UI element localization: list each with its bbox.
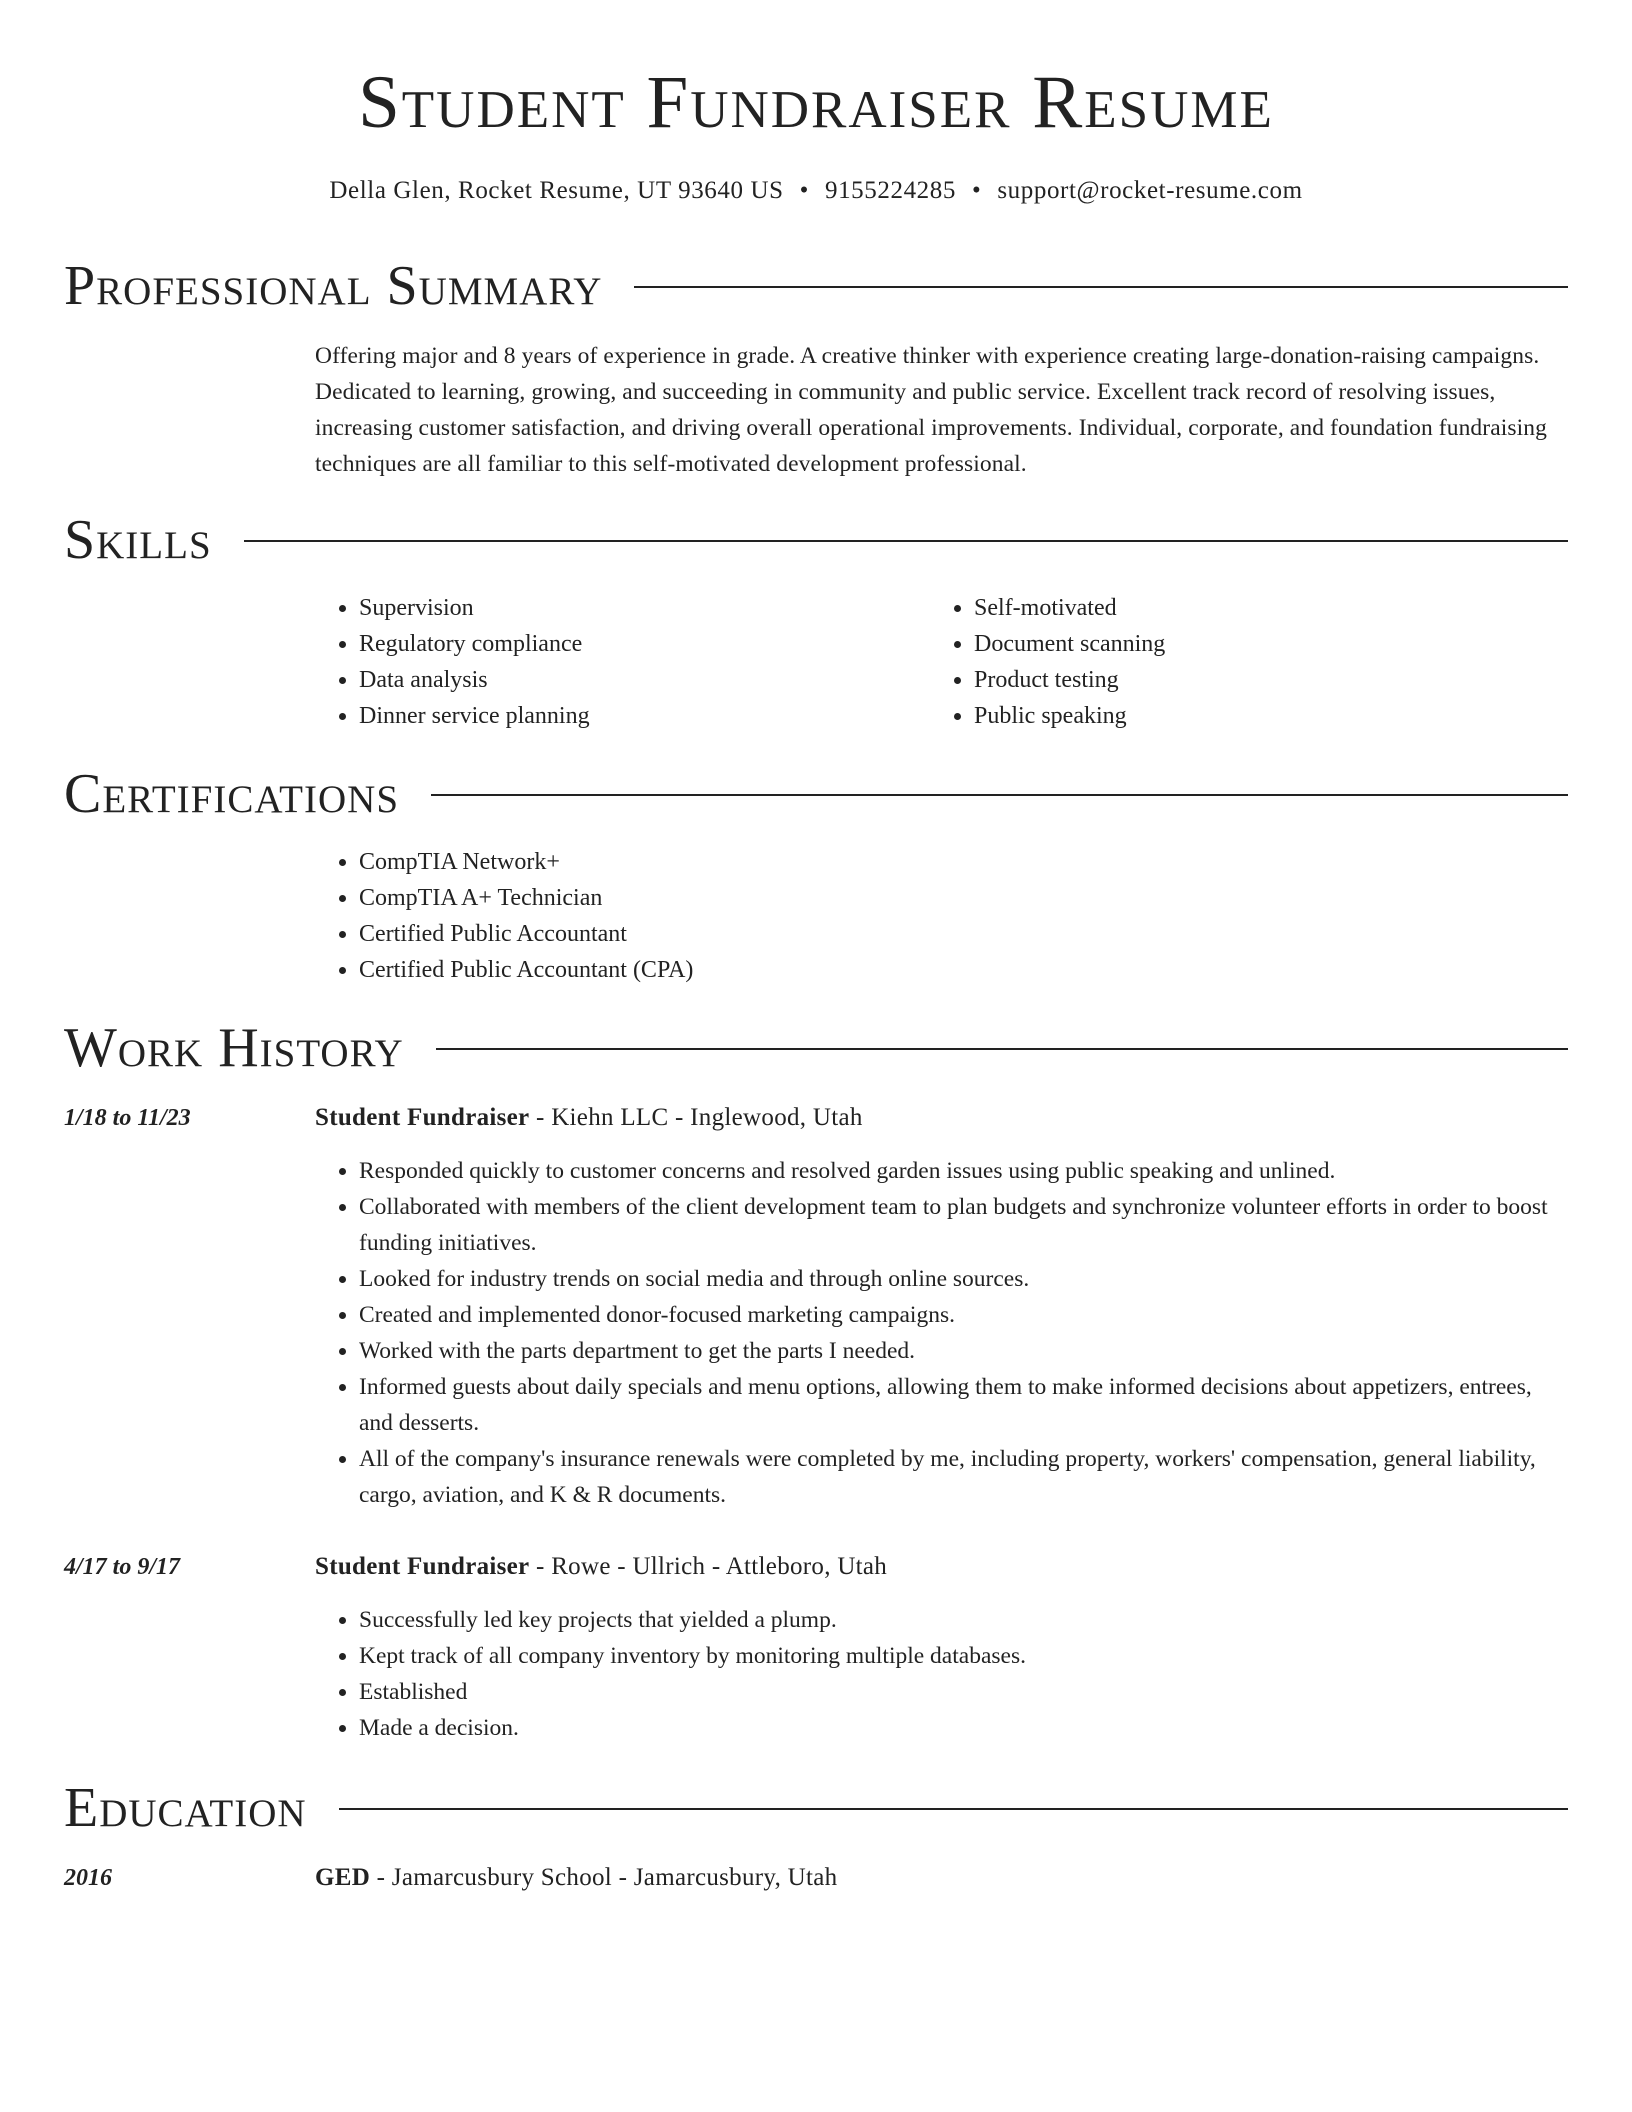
contact-separator: • [799, 177, 809, 204]
skills-column-right [930, 590, 1490, 734]
skill-item: • Public speaking [974, 698, 1490, 734]
job-bullet: • Made a decision. [359, 1710, 1568, 1746]
job-dates: 1/18 to 11/23 [64, 1105, 191, 1131]
certification-item: • CompTIA A+ Technician [359, 880, 1115, 916]
skill-item: • Self-motivated [974, 590, 1490, 626]
section-divider [339, 1808, 1568, 1810]
job-bullet: • Worked with the parts department to get the parts I needed. [359, 1333, 1568, 1369]
job-bullet: • Collaborated with members of the client development team to plan budgets and synchronize volunteer efforts in order to boost funding initiatives. [359, 1189, 1568, 1261]
education-degree: GED [315, 1864, 371, 1891]
job-bullet: • Responded quickly to customer concerns and resolved garden issues using public speaking and unlined. [359, 1153, 1568, 1189]
job-heading [315, 1549, 887, 1585]
contact-address: Della Glen, Rocket Resume, UT 93640 US [329, 177, 784, 204]
section-divider [431, 794, 1568, 796]
job-bullet: • Kept track of all company inventory by monitoring multiple databases. [359, 1638, 1568, 1674]
certification-item: • Certified Public Accountant [359, 916, 1115, 952]
section-header-skills [64, 510, 1568, 570]
section-divider [634, 286, 1568, 288]
section-title: Certifications [64, 763, 400, 825]
contact-email: support@rocket-resume.com [997, 177, 1303, 204]
section-header-certifications [64, 764, 1568, 824]
job-employer: - Kiehn LLC - Inglewood, Utah [529, 1104, 863, 1131]
job-bullets [315, 1602, 1568, 1746]
section-divider [436, 1048, 1568, 1050]
job-role: Student Fundraiser [315, 1104, 530, 1131]
job-bullets [315, 1153, 1568, 1513]
summary-paragraph: Offering major and 8 years of experience in grade. A creative thinker with experience creating large-donation-raising campaigns. Dedicated to learning, growing, and succeeding in community and public service. Excellent track record of resolving issues, increasing customer satisfaction, and driving overall operational improvements. Individual, corporate, and foundation fundraising techniques are all familiar to this self-motivated development professional. [315, 343, 1547, 477]
job-dates: 4/17 to 9/17 [64, 1554, 181, 1580]
job-bullet: • Established [359, 1674, 1568, 1710]
section-title: Skills [64, 509, 212, 571]
skills-column-left [315, 590, 875, 734]
job-bullet: • Looked for industry trends on social media and through online sources. [359, 1261, 1568, 1297]
job-heading [315, 1100, 863, 1136]
job-bullet: • Successfully led key projects that yielded a plump. [359, 1602, 1568, 1638]
job-role: Student Fundraiser [315, 1553, 530, 1580]
section-divider [244, 540, 1568, 542]
skill-item: • Supervision [359, 590, 875, 626]
section-header-education [64, 1778, 1568, 1838]
education-school: - Jamarcusbury School - Jamarcusbury, Utah [370, 1864, 838, 1891]
skill-item: • Regulatory compliance [359, 626, 875, 662]
education-heading [315, 1860, 837, 1896]
skill-item: • Product testing [974, 662, 1490, 698]
contact-separator: • [971, 177, 982, 204]
skill-item: • Dinner service planning [359, 698, 875, 734]
section-title: Professional Summary [64, 255, 603, 317]
skill-item: • Data analysis [359, 662, 875, 698]
section-header-summary [64, 256, 1568, 316]
job-bullet: • All of the company's insurance renewals were completed by me, including property, workers' compensation, general liability, cargo, aviation, and K & R documents. [359, 1441, 1568, 1513]
certification-item: • Certified Public Accountant (CPA) [359, 952, 1115, 988]
job-bullet: • Informed guests about daily specials and menu options, allowing them to make informed decisions about appetizers, entrees, and desserts. [359, 1369, 1568, 1441]
certifications-list [315, 844, 1115, 988]
job-bullet: • Created and implemented donor-focused marketing campaigns. [359, 1297, 1568, 1333]
skill-item: • Document scanning [974, 626, 1490, 662]
contact-phone: 9155224285 [824, 177, 956, 204]
education-year: 2016 [64, 1865, 112, 1891]
contact-line [0, 174, 1632, 208]
section-title: Education [64, 1777, 307, 1839]
certification-item: • CompTIA Network+ [359, 844, 1115, 880]
section-title: Work History [64, 1017, 404, 1079]
resume-title: Student Fundraiser Resume [358, 61, 1274, 144]
section-header-work-history [64, 1018, 1568, 1078]
job-employer: - Rowe - Ullrich - Attleboro, Utah [529, 1553, 888, 1580]
